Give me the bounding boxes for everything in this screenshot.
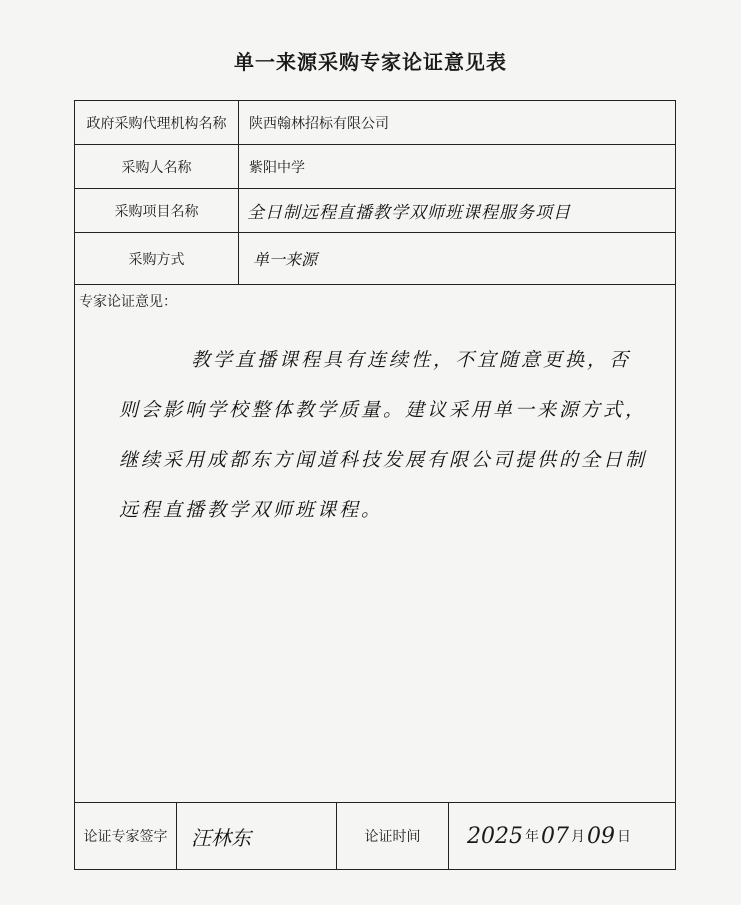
agency-row	[75, 101, 675, 145]
method-row	[75, 233, 675, 284]
time-year-unit: 年	[525, 829, 539, 845]
time-month-unit: 月	[571, 829, 585, 845]
project-value: 全日制远程直播教学双师班课程服务项目	[247, 203, 571, 223]
project-row	[75, 189, 675, 233]
time-label: 论证时间	[337, 803, 449, 869]
time-value	[465, 803, 675, 869]
method-value: 单一来源	[253, 250, 318, 269]
opinion-text: 教学直播课程具有连续性，不宜随意更换，否则会影响学校整体教学质量。建议采用单一来源方式，继续采用成都东方闻道科技发展有限公司提供的全日制远程直播教学双师班课程。	[119, 349, 648, 521]
purchaser-value: 紫阳中学	[249, 159, 305, 176]
signature-name: 汪林东	[191, 803, 337, 869]
signature-label: 论证专家签字	[75, 803, 177, 869]
form-table	[74, 100, 676, 870]
project-label: 采购项目名称	[75, 189, 239, 232]
time-year: 2025	[467, 823, 523, 849]
form-title: 单一来源采购专家论证意见表	[234, 50, 507, 74]
agency-label: 政府采购代理机构名称	[75, 101, 239, 144]
method-label: 采购方式	[75, 233, 239, 284]
agency-value: 陕西翰林招标有限公司	[249, 115, 389, 132]
purchaser-label: 采购人名称	[75, 145, 239, 188]
opinion-label: 专家论证意见：	[79, 294, 177, 310]
expert-opinion-section	[75, 284, 675, 803]
time-month: 07	[541, 823, 569, 849]
time-day-unit: 日	[617, 829, 631, 845]
signature-row	[75, 803, 675, 869]
time-day: 09	[587, 823, 615, 849]
purchaser-row	[75, 145, 675, 189]
